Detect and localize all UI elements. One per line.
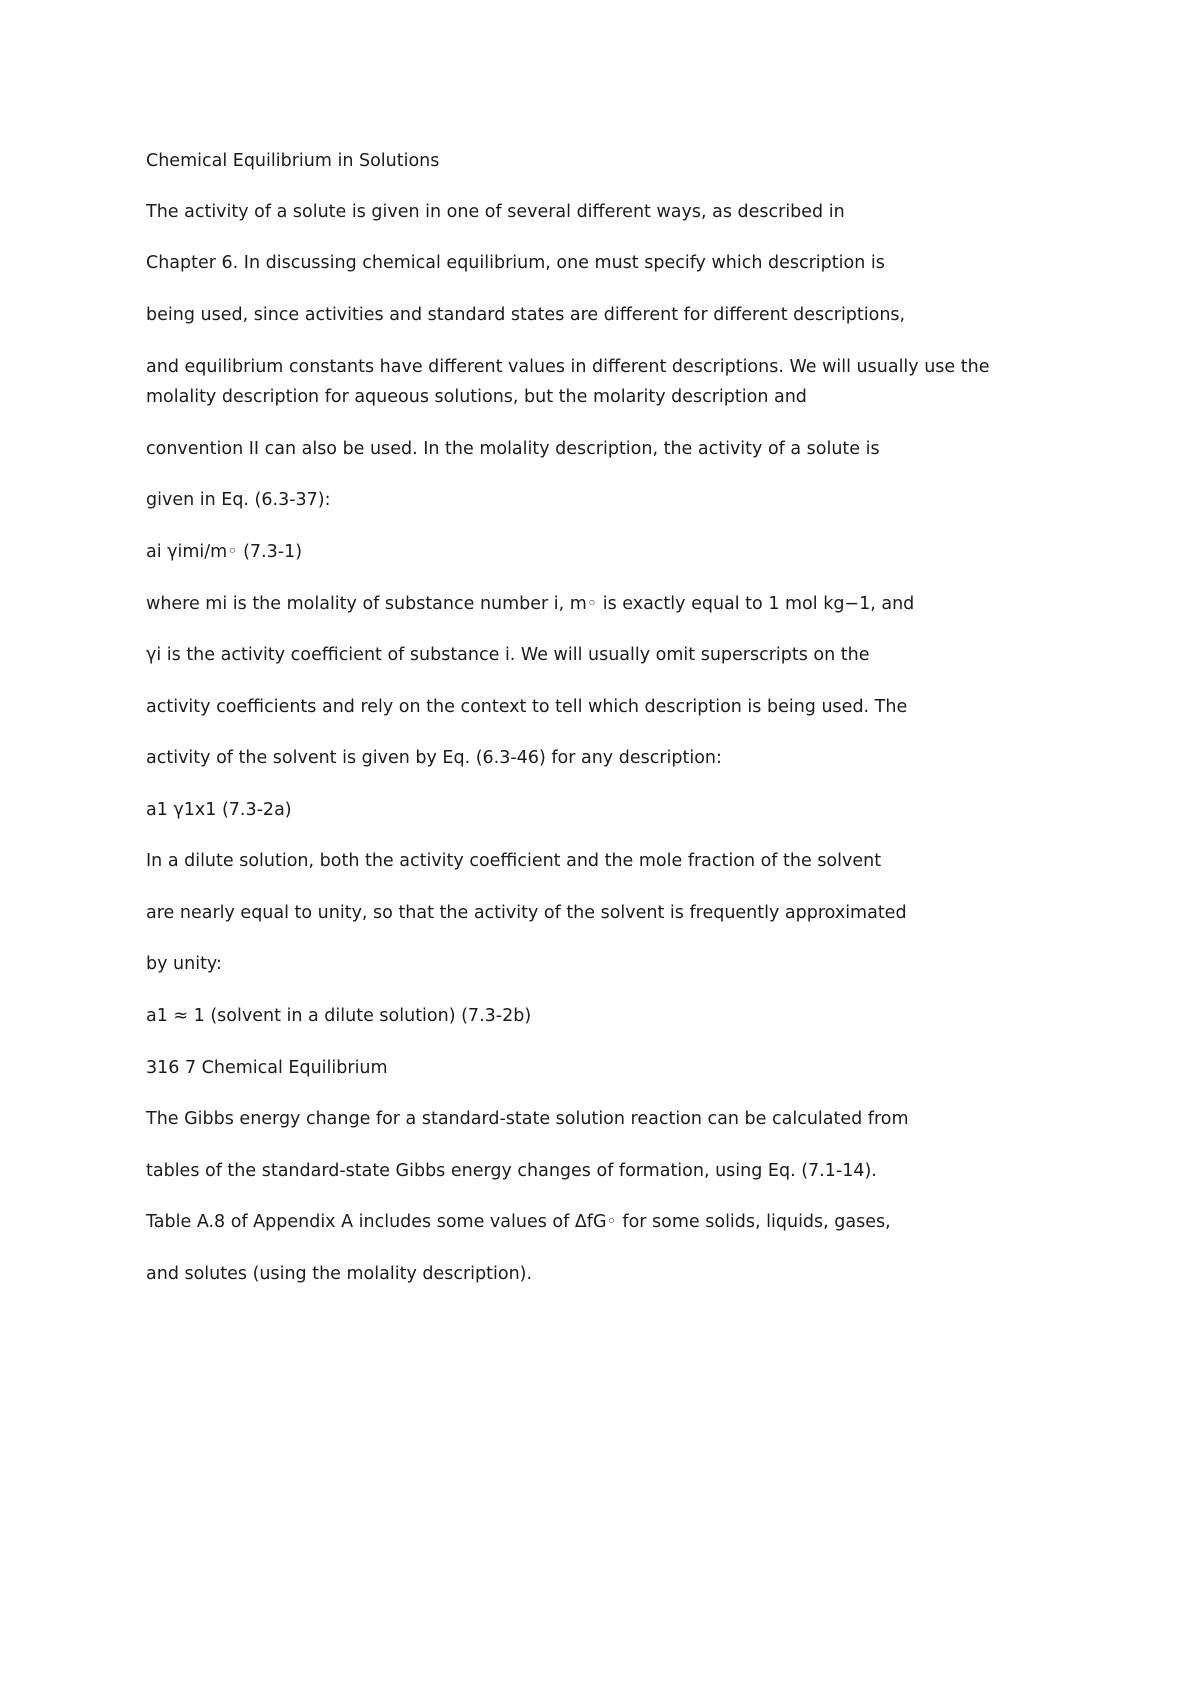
text-line: The Gibbs energy change for a standard-state solution reaction can be calculated from — [146, 1109, 909, 1129]
text-line: molality description for aqueous solutions, but the molarity description and — [146, 387, 807, 407]
text-line: Chapter 6. In discussing chemical equilibrium, one must specify which description is — [146, 253, 885, 273]
equation-7-3-1: ai γimi/m◦ (7.3-1) — [146, 542, 303, 562]
equation-7-3-2b: a1 ≈ 1 (solvent in a dilute solution) (7.3-2b) — [146, 1006, 532, 1026]
text-line: activity of the solvent is given by Eq. (6.3-46) for any description: — [146, 748, 722, 768]
running-header: 316 7 Chemical Equilibrium — [146, 1058, 388, 1078]
text-line: Table A.8 of Appendix A includes some values of ΔfG◦ for some solids, liquids, gases, — [146, 1212, 891, 1232]
text-line: convention II can also be used. In the molality description, the activity of a solute is — [146, 439, 880, 459]
text-line: given in Eq. (6.3-37): — [146, 490, 331, 510]
text-line: being used, since activities and standard states are different for different descriptions, — [146, 305, 906, 325]
text-line: are nearly equal to unity, so that the activity of the solvent is frequently approximated — [146, 903, 907, 923]
text-line: where mi is the molality of substance number i, m◦ is exactly equal to 1 mol kg−1, and — [146, 594, 915, 614]
text-line: and solutes (using the molality description). — [146, 1264, 533, 1284]
equation-7-3-2a: a1 γ1x1 (7.3-2a) — [146, 800, 292, 820]
text-line: In a dilute solution, both the activity coefficient and the mole fraction of the solvent — [146, 851, 882, 871]
text-line: by unity: — [146, 954, 222, 974]
text-line: activity coefficients and rely on the context to tell which description is being used. The — [146, 697, 908, 717]
text-line: and equilibrium constants have different values in different descriptions. We will usually use the — [146, 357, 990, 377]
text-line: The activity of a solute is given in one of several different ways, as described in — [146, 202, 845, 222]
text-line: γi is the activity coefficient of substance i. We will usually omit superscripts on the — [146, 645, 870, 665]
text-line: tables of the standard-state Gibbs energy changes of formation, using Eq. (7.1-14). — [146, 1161, 877, 1181]
document-title: Chemical Equilibrium in Solutions — [146, 151, 440, 171]
